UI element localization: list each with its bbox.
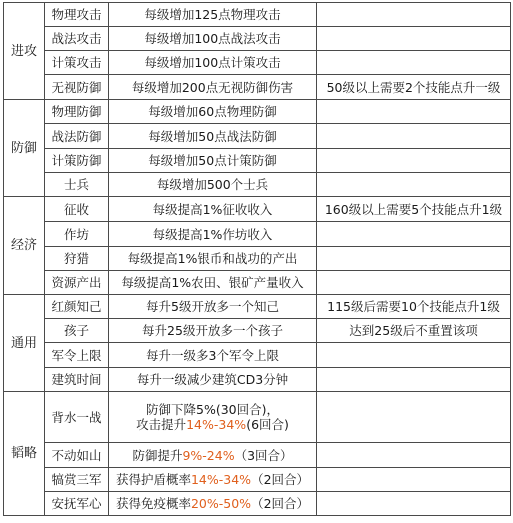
note-cell — [317, 3, 511, 27]
note-cell — [317, 173, 511, 197]
effect-text: 每升5级开放多一个知己 — [146, 299, 279, 314]
effect-text: （3回合） — [234, 447, 293, 463]
effect-cell — [109, 51, 317, 75]
skill-name-cell: 作坊 — [45, 222, 109, 247]
effect-text: 每级增加50点战法防御 — [148, 128, 277, 144]
note-cell — [317, 468, 511, 492]
skill-name-cell: 战法防御 — [45, 124, 109, 149]
effect-text: 每级提高1%农田、银矿产量收入 — [121, 275, 304, 290]
note-cell — [317, 149, 511, 173]
effect-cell — [109, 27, 317, 51]
effect-text: 每级提高1%银币和战功的产出 — [127, 251, 298, 266]
table-row — [4, 75, 511, 100]
effect-line — [109, 402, 316, 417]
table-row — [4, 222, 511, 247]
table-row — [4, 271, 511, 295]
effect-line — [109, 202, 316, 217]
note-cell — [317, 368, 511, 392]
highlighted-value: 14%-34% — [186, 417, 247, 432]
table-row — [4, 149, 511, 173]
skill-name-cell: 计策攻击 — [45, 51, 109, 75]
effect-cell — [109, 443, 317, 468]
highlighted-value: 14%-34% — [190, 472, 252, 487]
skill-name-cell: 计策防御 — [45, 149, 109, 173]
effect-cell — [109, 3, 317, 27]
effect-cell — [109, 222, 317, 247]
effect-cell — [109, 271, 317, 295]
table-row — [4, 197, 511, 222]
table-row — [4, 173, 511, 197]
effect-line — [109, 372, 316, 387]
effect-text: 每级增加50点计策防御 — [148, 153, 277, 168]
skill-name-cell: 无视防御 — [45, 75, 109, 100]
effect-text: （2回合） — [251, 496, 310, 511]
skill-name-cell: 背水一战 — [45, 392, 109, 443]
table-row — [4, 3, 511, 27]
effect-cell — [109, 197, 317, 222]
effect-line — [109, 129, 316, 144]
skill-name-cell: 军令上限 — [45, 343, 109, 368]
skill-name-cell: 物理攻击 — [45, 3, 109, 27]
effect-line — [109, 153, 316, 168]
effect-line — [109, 299, 316, 314]
table-row — [4, 319, 511, 343]
table-row — [4, 27, 511, 51]
effect-cell — [109, 75, 317, 100]
category-cell: 经济 — [4, 197, 45, 295]
highlighted-value: 20%-50% — [190, 496, 252, 511]
note-cell — [317, 222, 511, 247]
effect-line — [109, 227, 316, 242]
effect-cell — [109, 100, 317, 124]
skills-table-body — [4, 3, 511, 516]
effect-cell — [109, 247, 317, 271]
effect-line — [109, 31, 316, 46]
table-row — [4, 247, 511, 271]
effect-line — [109, 80, 316, 95]
effect-cell — [109, 343, 317, 368]
skill-name-cell: 红颜知己 — [45, 295, 109, 319]
note-cell — [317, 443, 511, 468]
effect-text: 每级增加200点无视防御伤害 — [131, 79, 294, 95]
table-row — [4, 343, 511, 368]
note-cell — [317, 51, 511, 75]
skill-name-cell: 犒赏三军 — [45, 468, 109, 492]
effect-cell — [109, 368, 317, 392]
effect-line — [109, 348, 316, 363]
table-row — [4, 492, 511, 516]
category-cell: 防御 — [4, 100, 45, 197]
table-row — [4, 51, 511, 75]
effect-line — [109, 275, 316, 290]
effect-text: 攻击提升 — [136, 417, 187, 432]
note-cell: 达到25级后不重置该项 — [317, 319, 511, 343]
skill-name-cell: 物理防御 — [45, 100, 109, 124]
skill-name-cell: 不动如山 — [45, 443, 109, 468]
effect-text: 每级提高1%征收收入 — [152, 201, 273, 217]
effect-line — [109, 496, 316, 511]
table-row — [4, 100, 511, 124]
note-cell — [317, 492, 511, 516]
table-row — [4, 124, 511, 149]
table-row — [4, 368, 511, 392]
effect-text: 每升25级开放多一个孩子 — [142, 323, 283, 338]
effect-text: (6回合) — [246, 417, 289, 432]
effect-line — [109, 55, 316, 70]
effect-cell — [109, 468, 317, 492]
effect-text: （2回合） — [251, 472, 310, 487]
skill-name-cell: 安抚军心 — [45, 492, 109, 516]
note-cell — [317, 343, 511, 368]
effect-text: 每级增加60点物理防御 — [148, 104, 277, 119]
highlighted-value: 9%-24% — [182, 447, 235, 463]
effect-cell — [109, 124, 317, 149]
effect-text: 获得护盾概率 — [115, 472, 191, 487]
note-cell: 115级后需要10个技能点升1级 — [317, 295, 511, 319]
effect-cell — [109, 295, 317, 319]
effect-cell — [109, 173, 317, 197]
note-cell — [317, 124, 511, 149]
note-cell — [317, 247, 511, 271]
skill-name-cell: 狩猎 — [45, 247, 109, 271]
table-row — [4, 443, 511, 468]
effect-text: 每级增加500个士兵 — [156, 177, 269, 192]
effect-line — [109, 323, 316, 338]
note-cell: 50级以上需要2个技能点升一级 — [317, 75, 511, 100]
effect-text: 获得免疫概率 — [115, 496, 191, 511]
category-cell: 韬略 — [4, 392, 45, 516]
note-cell — [317, 27, 511, 51]
table-row — [4, 392, 511, 443]
skill-name-cell: 战法攻击 — [45, 27, 109, 51]
effect-text: 每级提高1%作坊收入 — [152, 226, 273, 242]
effect-text: 每级增加100点战法攻击 — [144, 31, 281, 46]
effect-cell — [109, 149, 317, 173]
effect-line — [109, 417, 316, 432]
skills-table — [3, 2, 511, 516]
effect-text: 防御下降5%(30回合)， — [146, 402, 279, 417]
skill-name-cell: 孩子 — [45, 319, 109, 343]
effect-line — [109, 472, 316, 487]
effect-cell — [109, 492, 317, 516]
note-cell — [317, 271, 511, 295]
skill-name-cell: 士兵 — [45, 173, 109, 197]
effect-cell — [109, 392, 317, 443]
effect-line — [109, 104, 316, 119]
table-row — [4, 468, 511, 492]
effect-text: 防御提升 — [132, 447, 183, 463]
effect-text: 每升一级减少建筑CD3分钟 — [136, 372, 289, 387]
category-cell: 进攻 — [4, 3, 45, 100]
table-row — [4, 295, 511, 319]
effect-text: 每升一级多3个军令上限 — [146, 347, 279, 363]
skill-name-cell: 资源产出 — [45, 271, 109, 295]
effect-text: 每级增加100点计策攻击 — [144, 55, 281, 70]
effect-line — [109, 177, 316, 192]
effect-line — [109, 448, 316, 463]
skill-name-cell: 建筑时间 — [45, 368, 109, 392]
note-cell — [317, 392, 511, 443]
effect-line — [109, 251, 316, 266]
effect-text: 每级增加125点物理攻击 — [144, 7, 281, 22]
effect-cell — [109, 319, 317, 343]
note-cell: 160级以上需要5个技能点升1级 — [317, 197, 511, 222]
skill-name-cell: 征收 — [45, 197, 109, 222]
category-cell: 通用 — [4, 295, 45, 392]
effect-line — [109, 7, 316, 22]
note-cell — [317, 100, 511, 124]
